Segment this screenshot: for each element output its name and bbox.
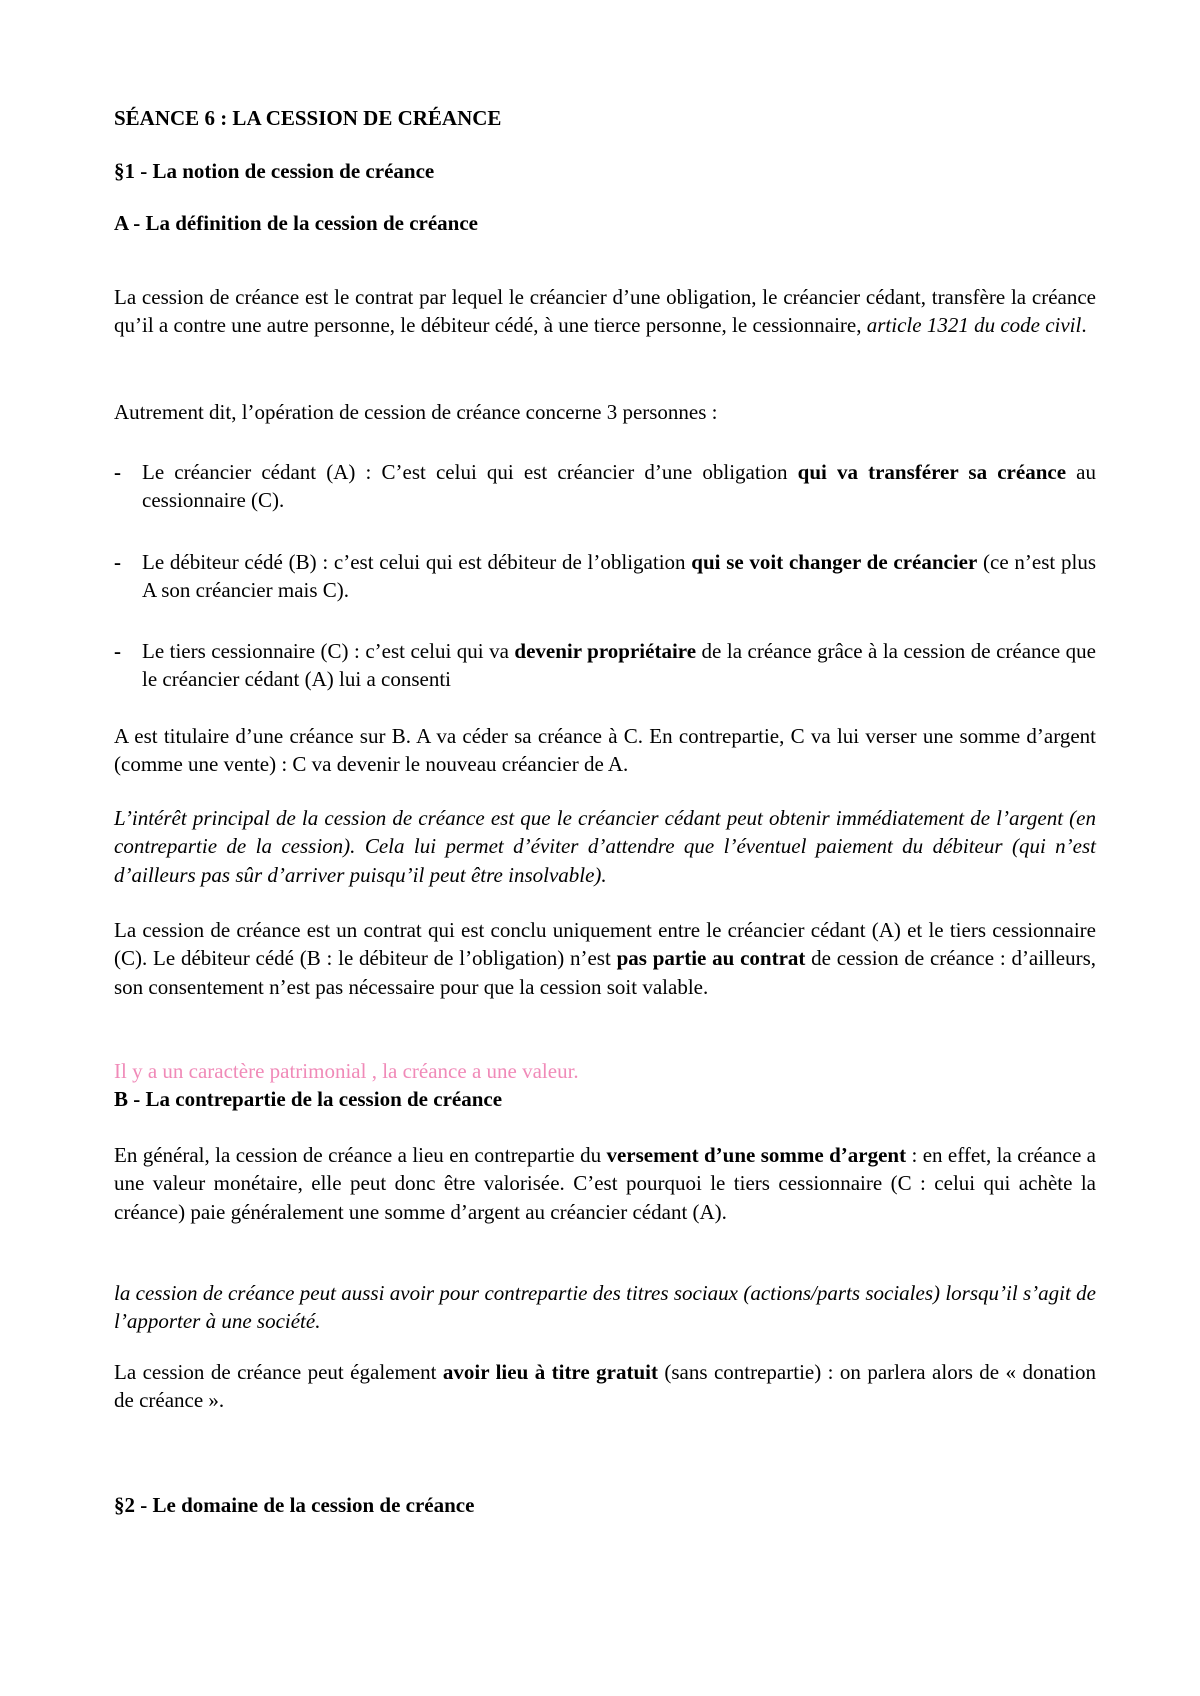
bullet-text-post: (ce n’est plus A son créancier mais C).: [142, 550, 1096, 603]
subsection-a-heading: A - La définition de la cession de créance: [114, 211, 478, 235]
bullet-item-cedant: [114, 458, 1096, 515]
bullet-text-pre: Le débiteur cédé (B) : c’est celui qui est débiteur de l’obligation: [142, 550, 692, 574]
section-2-heading: §2 - Le domaine de la cession de créance: [114, 1493, 475, 1517]
article-reference: article 1321 du code civil: [866, 313, 1082, 338]
section-1-heading: §1 - La notion de cession de créance: [114, 159, 435, 183]
page-title: SÉANCE 6 : LA CESSION DE CRÉANCE: [114, 106, 502, 130]
bullet-text-pre: Le tiers cessionnaire (C) : c’est celui qui va: [142, 639, 515, 663]
bullet-text-bold: devenir propriétaire: [514, 639, 697, 663]
contrepartie-text-pre: En général, la cession de créance a lieu en contrepartie du: [114, 1143, 607, 1167]
example-paragraph: A est titulaire d’une créance sur B. A va céder sa créance à C. En contrepartie, C va lui verser une somme d’argent (comme une vente) : C va devenir le nouveau créancier de A.: [114, 724, 1096, 777]
contract-text-pre: La cession de créance est un contrat qui est conclu uniquement entre le créancier cédant (A) et le tiers cessionnaire (C). Le débiteur cédé (B : le débiteur de l’obligation) n’est: [114, 918, 1096, 971]
definition-paragraph: [114, 283, 1096, 340]
bullet-text-bold: qui va transférer sa créance: [797, 460, 1067, 484]
patrimonial-note: Il y a un caractère patrimonial , la créance a une valeur.: [114, 1059, 579, 1083]
subsection-b-heading: B - La contrepartie de la cession de créance: [114, 1087, 503, 1111]
bullet-text: [142, 548, 1096, 605]
gratuit-text-pre: La cession de créance peut également: [114, 1360, 443, 1384]
bullet-text-pre: Le créancier cédant (A) : C’est celui qui est créancier d’une obligation: [142, 460, 798, 484]
contract-text-post: de cession de créance : d’ailleurs, son consentement n’est pas nécessaire pour que la cession soit valable.: [114, 946, 1096, 999]
bullet-text-bold: qui se voit changer de créancier: [691, 550, 978, 574]
contrepartie-text-bold: versement d’une somme d’argent: [606, 1143, 907, 1167]
contrepartie-text-post: : en effet, la créance a une valeur monétaire, elle peut donc être valorisée. C’est pourquoi le tiers cessionnaire (C : celui qui achète la créance) paie généralement une somme d’argent au créancier cédant (A).: [114, 1143, 1096, 1224]
bullet-text-post: au cessionnaire (C).: [142, 460, 1096, 513]
bullet-text-post: de la créance grâce à la cession de créance que le créancier cédant (A) lui a consenti: [142, 639, 1096, 692]
bullet-item-debiteur: [114, 548, 1096, 605]
contrepartie-paragraph: [114, 1141, 1096, 1226]
definition-text: La cession de créance est le contrat par lequel le créancier d’une obligation, le créancier cédant, transfère la créance qu’il a contre une autre personne, le débiteur cédé, à une tierce personne, le cessionnaire,: [114, 285, 1096, 338]
three-persons-intro: Autrement dit, l’opération de cession de créance concerne 3 personnes :: [114, 400, 718, 424]
gratuit-text-post: (sans contrepartie) : on parlera alors de « donation de créance ».: [114, 1360, 1096, 1413]
definition-end: .: [1081, 313, 1087, 338]
bullet-dash: -: [114, 550, 121, 574]
bullet-dash: -: [114, 460, 121, 484]
contract-parties-paragraph: [114, 916, 1096, 1001]
bullet-item-cessionnaire: [114, 637, 1096, 694]
titre-gratuit-paragraph: [114, 1358, 1096, 1415]
titres-sociaux-paragraph: la cession de créance peut aussi avoir pour contrepartie des titres sociaux (actions/parts sociales) lorsqu’il s’agit de l’apporter à une société.: [114, 1281, 1096, 1334]
gratuit-text-bold: avoir lieu à titre gratuit: [442, 1360, 658, 1384]
bullet-text: [142, 458, 1096, 515]
contract-text-bold: pas partie au contrat: [616, 946, 806, 971]
bullet-text: [142, 637, 1096, 694]
interest-paragraph: L’intérêt principal de la cession de créance est que le créancier cédant peut obtenir immédiatement de l’argent (en contrepartie de la cession). Cela lui permet d’éviter d’attendre que l’éventuel paiement du débiteur (qui n’est d’ailleurs pas sûr d’arriver puisqu’il peut être insolvable).: [114, 806, 1096, 887]
bullet-dash: -: [114, 639, 121, 663]
